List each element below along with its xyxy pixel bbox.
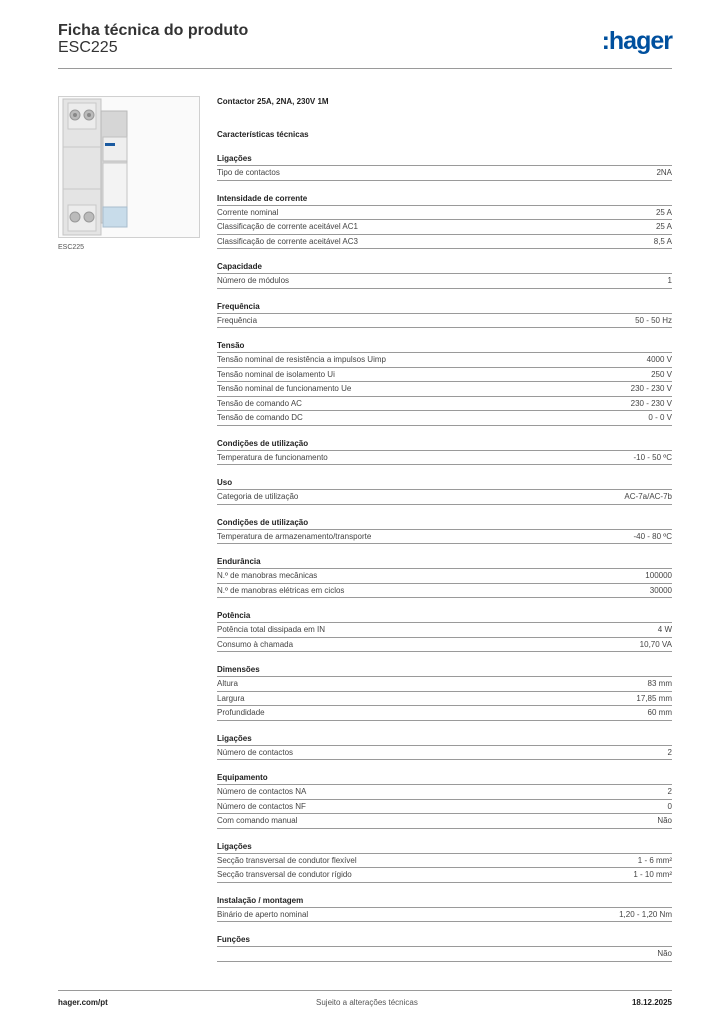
- spec-value: 230 - 230 V: [630, 398, 672, 408]
- spec-label: Secção transversal de condutor flexível: [217, 855, 357, 865]
- spec-row: [217, 382, 672, 397]
- spec-label: Tensão nominal de isolamento Ui: [217, 369, 335, 379]
- spec-value: Não: [657, 949, 672, 958]
- section-title: Frequência: [217, 301, 672, 314]
- spec-row: [217, 623, 672, 638]
- spec-section: [217, 895, 672, 923]
- spec-value: -10 - 50 ºC: [633, 452, 672, 462]
- spec-value: 83 mm: [647, 679, 672, 688]
- spec-label: Largura: [217, 693, 245, 703]
- page-header: [58, 22, 672, 70]
- spec-value: 30000: [649, 585, 672, 595]
- spec-label: Número de contactos NF: [217, 801, 306, 811]
- spec-row: [217, 235, 672, 250]
- spec-section: [217, 841, 672, 883]
- spec-row: [217, 800, 672, 815]
- section-title: Condições de utilização: [217, 517, 672, 530]
- spec-section: [217, 517, 672, 545]
- product-reference: ESC225: [58, 39, 118, 56]
- spec-value: 0: [667, 801, 672, 811]
- spec-row: [217, 854, 672, 869]
- spec-value: 250 V: [651, 369, 672, 379]
- spec-value: 4000 V: [646, 355, 672, 364]
- spec-value: 1 - 6 mm²: [637, 855, 672, 865]
- spec-label: Corrente nominal: [217, 207, 279, 217]
- spec-section: [217, 934, 672, 962]
- spec-row: [217, 908, 672, 923]
- spec-value: 2: [667, 747, 672, 757]
- footer-date: 18.12.2025: [631, 998, 672, 1007]
- spec-row: [217, 274, 672, 289]
- spec-row: [217, 947, 672, 962]
- spec-label: Com comando manual: [217, 816, 298, 825]
- spec-row: [217, 584, 672, 599]
- spec-section: [217, 340, 672, 426]
- section-title: Ligações: [217, 841, 672, 854]
- spec-value: 10,70 VA: [639, 639, 672, 649]
- spec-section: [217, 153, 672, 181]
- spec-row: [217, 353, 672, 368]
- spec-label: Altura: [217, 679, 238, 688]
- spec-value: 4 W: [657, 625, 672, 634]
- spec-value: -40 - 80 ºC: [633, 531, 672, 541]
- spec-label: N.º de manobras mecânicas: [217, 571, 318, 580]
- spec-label: Tipo de contactos: [217, 168, 280, 177]
- footer-disclaimer: Sujeito a alterações técnicas: [316, 998, 418, 1007]
- spec-row: [217, 692, 672, 707]
- spec-value: 1: [667, 276, 672, 285]
- spec-sections: [217, 153, 672, 962]
- spec-label: Número de contactos: [217, 747, 294, 757]
- spec-label: Tensão nominal de funcionamento Ue: [217, 384, 352, 393]
- spec-label: Número de módulos: [217, 276, 290, 285]
- spec-label: Potência total dissipada em IN: [217, 625, 326, 634]
- spec-row: [217, 706, 672, 721]
- spec-row: [217, 530, 672, 545]
- spec-label: Consumo à chamada: [217, 639, 294, 649]
- spec-value: 8,5 A: [653, 236, 672, 246]
- spec-label: Temperatura de funcionamento: [217, 452, 328, 462]
- spec-section: [217, 193, 672, 250]
- spec-value: 2: [667, 787, 672, 796]
- header-divider: [58, 68, 672, 69]
- spec-label: Frequência: [217, 315, 258, 325]
- spec-row: [217, 569, 672, 584]
- spec-label: Secção transversal de condutor rígido: [217, 870, 352, 879]
- spec-row: [217, 490, 672, 505]
- spec-label: Categoria de utilização: [217, 492, 299, 501]
- spec-label: N.º de manobras elétricas em ciclos: [217, 585, 345, 595]
- section-title: Ligações: [217, 733, 672, 746]
- spec-label: Tensão de comando AC: [217, 398, 302, 408]
- section-title: Ligações: [217, 153, 672, 166]
- product-image: [58, 96, 200, 238]
- spec-row: [217, 397, 672, 412]
- spec-value: 60 mm: [647, 708, 672, 717]
- spec-section: [217, 664, 672, 721]
- spec-value: AC-7a/AC-7b: [624, 492, 672, 501]
- spec-row: [217, 206, 672, 221]
- spec-row: [217, 451, 672, 466]
- spec-row: [217, 166, 672, 181]
- spec-label: Tensão de comando DC: [217, 413, 303, 422]
- spec-value: 0 - 0 V: [648, 413, 672, 422]
- spec-value: 50 - 50 Hz: [635, 315, 672, 325]
- section-title: Endurância: [217, 556, 672, 569]
- section-title: Dimensões: [217, 664, 672, 677]
- spec-value: 230 - 230 V: [630, 384, 672, 393]
- section-title: Tensão: [217, 340, 672, 353]
- spec-value: 25 A: [655, 207, 672, 217]
- spec-section: [217, 610, 672, 652]
- technical-characteristics-heading: Características técnicas: [217, 130, 309, 139]
- spec-row: [217, 814, 672, 829]
- spec-section: [217, 733, 672, 761]
- spec-value: 100000: [645, 571, 672, 580]
- footer-divider: [58, 990, 672, 991]
- image-caption: ESC225: [58, 244, 85, 251]
- spec-row: [217, 677, 672, 692]
- page-title: Ficha técnica do produto: [58, 22, 249, 39]
- section-title: Intensidade de corrente: [217, 193, 672, 206]
- section-title: Instalação / montagem: [217, 895, 672, 908]
- hager-logo: :hager: [601, 27, 672, 55]
- product-name: Contactor 25A, 2NA, 230V 1M: [217, 97, 329, 106]
- spec-label: Tensão nominal de resistência a impulsos Uimp: [217, 355, 386, 364]
- section-title: Potência: [217, 610, 672, 623]
- spec-value: 1,20 - 1,20 Nm: [619, 909, 672, 919]
- spec-label: Temperatura de armazenamento/transporte: [217, 531, 372, 541]
- spec-value: 2NA: [656, 168, 672, 177]
- section-title: Equipamento: [217, 772, 672, 785]
- spec-label: Profundidade: [217, 708, 265, 717]
- spec-section: [217, 438, 672, 466]
- spec-value: 17,85 mm: [636, 693, 672, 703]
- spec-section: [217, 477, 672, 505]
- spec-section: [217, 261, 672, 289]
- spec-label: Número de contactos NA: [217, 787, 307, 796]
- section-title: Condições de utilização: [217, 438, 672, 451]
- spec-row: [217, 638, 672, 653]
- spec-row: [217, 746, 672, 761]
- spec-row: [217, 220, 672, 235]
- spec-value: 1 - 10 mm²: [633, 870, 672, 879]
- spec-section: [217, 301, 672, 329]
- spec-content: [217, 94, 672, 962]
- spec-row: [217, 868, 672, 883]
- footer-website: hager.com/pt: [58, 998, 108, 1007]
- spec-section: [217, 772, 672, 829]
- section-title: Capacidade: [217, 261, 672, 274]
- section-title: Funções: [217, 934, 672, 947]
- spec-label: Binário de aperto nominal: [217, 909, 309, 919]
- section-title: Uso: [217, 477, 672, 490]
- spec-label: Classificação de corrente aceitável AC1: [217, 222, 358, 231]
- spec-row: [217, 368, 672, 383]
- spec-row: [217, 314, 672, 329]
- spec-section: [217, 556, 672, 598]
- spec-row: [217, 411, 672, 426]
- spec-label: Classificação de corrente aceitável AC3: [217, 236, 358, 246]
- spec-value: Não: [657, 816, 672, 825]
- spec-row: [217, 785, 672, 800]
- spec-value: 25 A: [655, 222, 672, 231]
